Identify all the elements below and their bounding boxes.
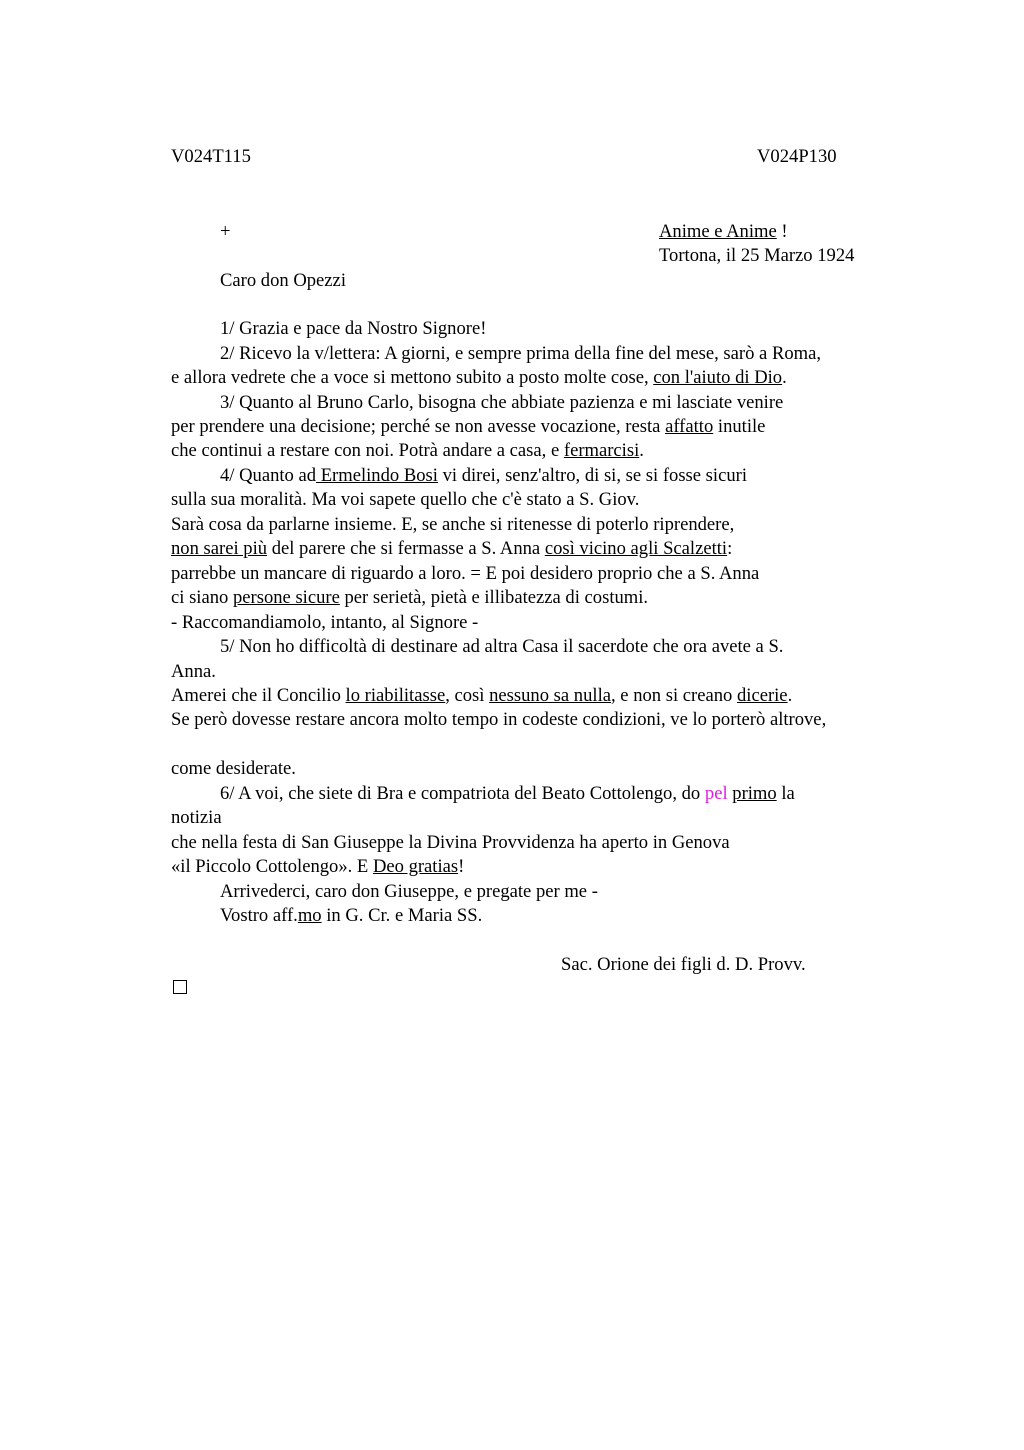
paragraph-5-line-2: Anna. <box>171 661 216 682</box>
paragraph-3-line-2 <box>171 416 765 438</box>
underlined-text: con l'aiuto di Dio <box>653 367 783 388</box>
checkbox-square-icon <box>173 980 187 994</box>
underlined-text: nessuno sa nulla <box>489 685 611 706</box>
paragraph-4-line-6 <box>171 587 648 609</box>
underlined-text: non sarei più <box>171 538 268 559</box>
text-run: Amerei che il Concilio <box>171 685 346 706</box>
text-run: Vostro aff. <box>220 905 298 926</box>
underlined-text: fermarcisi <box>563 440 640 461</box>
signature: Sac. Orione dei figli d. D. Provv. <box>561 954 806 975</box>
motto <box>659 221 788 243</box>
text-run: , così <box>445 685 490 706</box>
text-run: in G. Cr. e Maria SS. <box>321 905 483 926</box>
salutation: Caro don Opezzi <box>220 270 346 291</box>
text-run: inutile <box>713 416 766 437</box>
text-run: «il Piccolo Cottolengo». E <box>171 856 373 877</box>
paragraph-2-line-2 <box>171 367 787 389</box>
cross-mark: + <box>220 221 231 242</box>
underlined-text: primo <box>732 783 777 804</box>
underlined-text: affatto <box>665 416 714 437</box>
place-date: Tortona, il 25 Marzo 1924 <box>659 245 855 266</box>
motto-text: Anime e Anime <box>659 221 777 242</box>
paragraph-5-line-3 <box>171 685 792 707</box>
text-run: . <box>787 685 793 706</box>
paragraph-2-line-1: 2/ Ricevo la v/lettera: A giorni, e sempre prima della fine del mese, sarò a Roma, <box>220 343 822 364</box>
underlined-text: lo riabilitasse <box>345 685 446 706</box>
text-run: del parere che si fermasse a S. Anna <box>267 538 545 559</box>
text-run: 4/ Quanto ad <box>220 465 317 486</box>
text-run: per prendere una decisione; perché se non avesse vocazione, resta <box>171 416 666 437</box>
left-code: V024T115 <box>171 146 251 167</box>
underlined-text: dicerie <box>736 685 788 706</box>
text-run: 6/ A voi, che siete di Bra e compatriota del Beato Cottolengo, do <box>220 783 705 804</box>
paragraph-3-line-1: 3/ Quanto al Bruno Carlo, bisogna che abbiate pazienza e mi lasciate venire <box>220 392 784 413</box>
text-run: , e non si creano <box>611 685 737 706</box>
paragraph-6-line-1 <box>220 783 795 805</box>
text-run: per serietà, pietà e illibatezza di costumi. <box>339 587 649 608</box>
text-run: ci siano <box>171 587 233 608</box>
underlined-text: mo <box>297 905 322 926</box>
paragraph-1: 1/ Grazia e pace da Nostro Signore! <box>220 318 487 339</box>
text-run: : <box>727 538 733 559</box>
motto-exclamation: ! <box>776 221 788 242</box>
paragraph-5-line-1: 5/ Non ho difficoltà di destinare ad altra Casa il sacerdote che ora avete a S. <box>220 636 784 657</box>
right-code: V024P130 <box>757 146 837 167</box>
underlined-text: Ermelindo Bosi <box>316 465 438 486</box>
paragraph-6-line-2: notizia <box>171 807 222 828</box>
text-run: la <box>776 783 795 804</box>
text-run: . <box>639 440 644 461</box>
paragraph-5-line-4: Se però dovesse restare ancora molto tempo in codeste condizioni, ve lo porterò altrove, <box>171 709 827 730</box>
paragraph-4-line-3: Sarà cosa da parlarne insieme. E, se anche si ritenesse di poterlo riprendere, <box>171 514 735 535</box>
closing-line-1: Arrivederci, caro don Giuseppe, e pregate per me - <box>220 881 598 902</box>
highlighted-text: pel <box>704 783 728 804</box>
text-run: che continui a restare con noi. Potrà andare a casa, e <box>171 440 564 461</box>
text-run: vi direi, senz'altro, di si, se si fosse sicuri <box>437 465 747 486</box>
paragraph-4-line-2: sulla sua moralità. Ma voi sapete quello che c'è stato a S. Giov. <box>171 489 640 510</box>
paragraph-3-line-3 <box>171 440 644 462</box>
text-run: . <box>782 367 787 388</box>
paragraph-4-line-4 <box>171 538 732 560</box>
underlined-text: così vicino agli Scalzetti <box>544 538 728 559</box>
underlined-text: persone sicure <box>232 587 340 608</box>
paragraph-4-line-7: - Raccomandiamolo, intanto, al Signore - <box>171 612 479 633</box>
paragraph-4-line-1 <box>220 465 747 487</box>
text-run: e allora vedrete che a voce si mettono subito a posto molte cose, <box>171 367 654 388</box>
paragraph-6-line-3: che nella festa di San Giuseppe la Divina Provvidenza ha aperto in Genova <box>171 832 730 853</box>
paragraph-6-line-4 <box>171 856 464 878</box>
underlined-text: Deo gratias <box>372 856 459 877</box>
paragraph-4-line-5: parrebbe un mancare di riguardo a loro. = E poi desidero proprio che a S. Anna <box>171 563 760 584</box>
paragraph-5-line-5: come desiderate. <box>171 758 296 779</box>
text-run: ! <box>458 856 465 877</box>
closing-line-2 <box>220 905 482 927</box>
